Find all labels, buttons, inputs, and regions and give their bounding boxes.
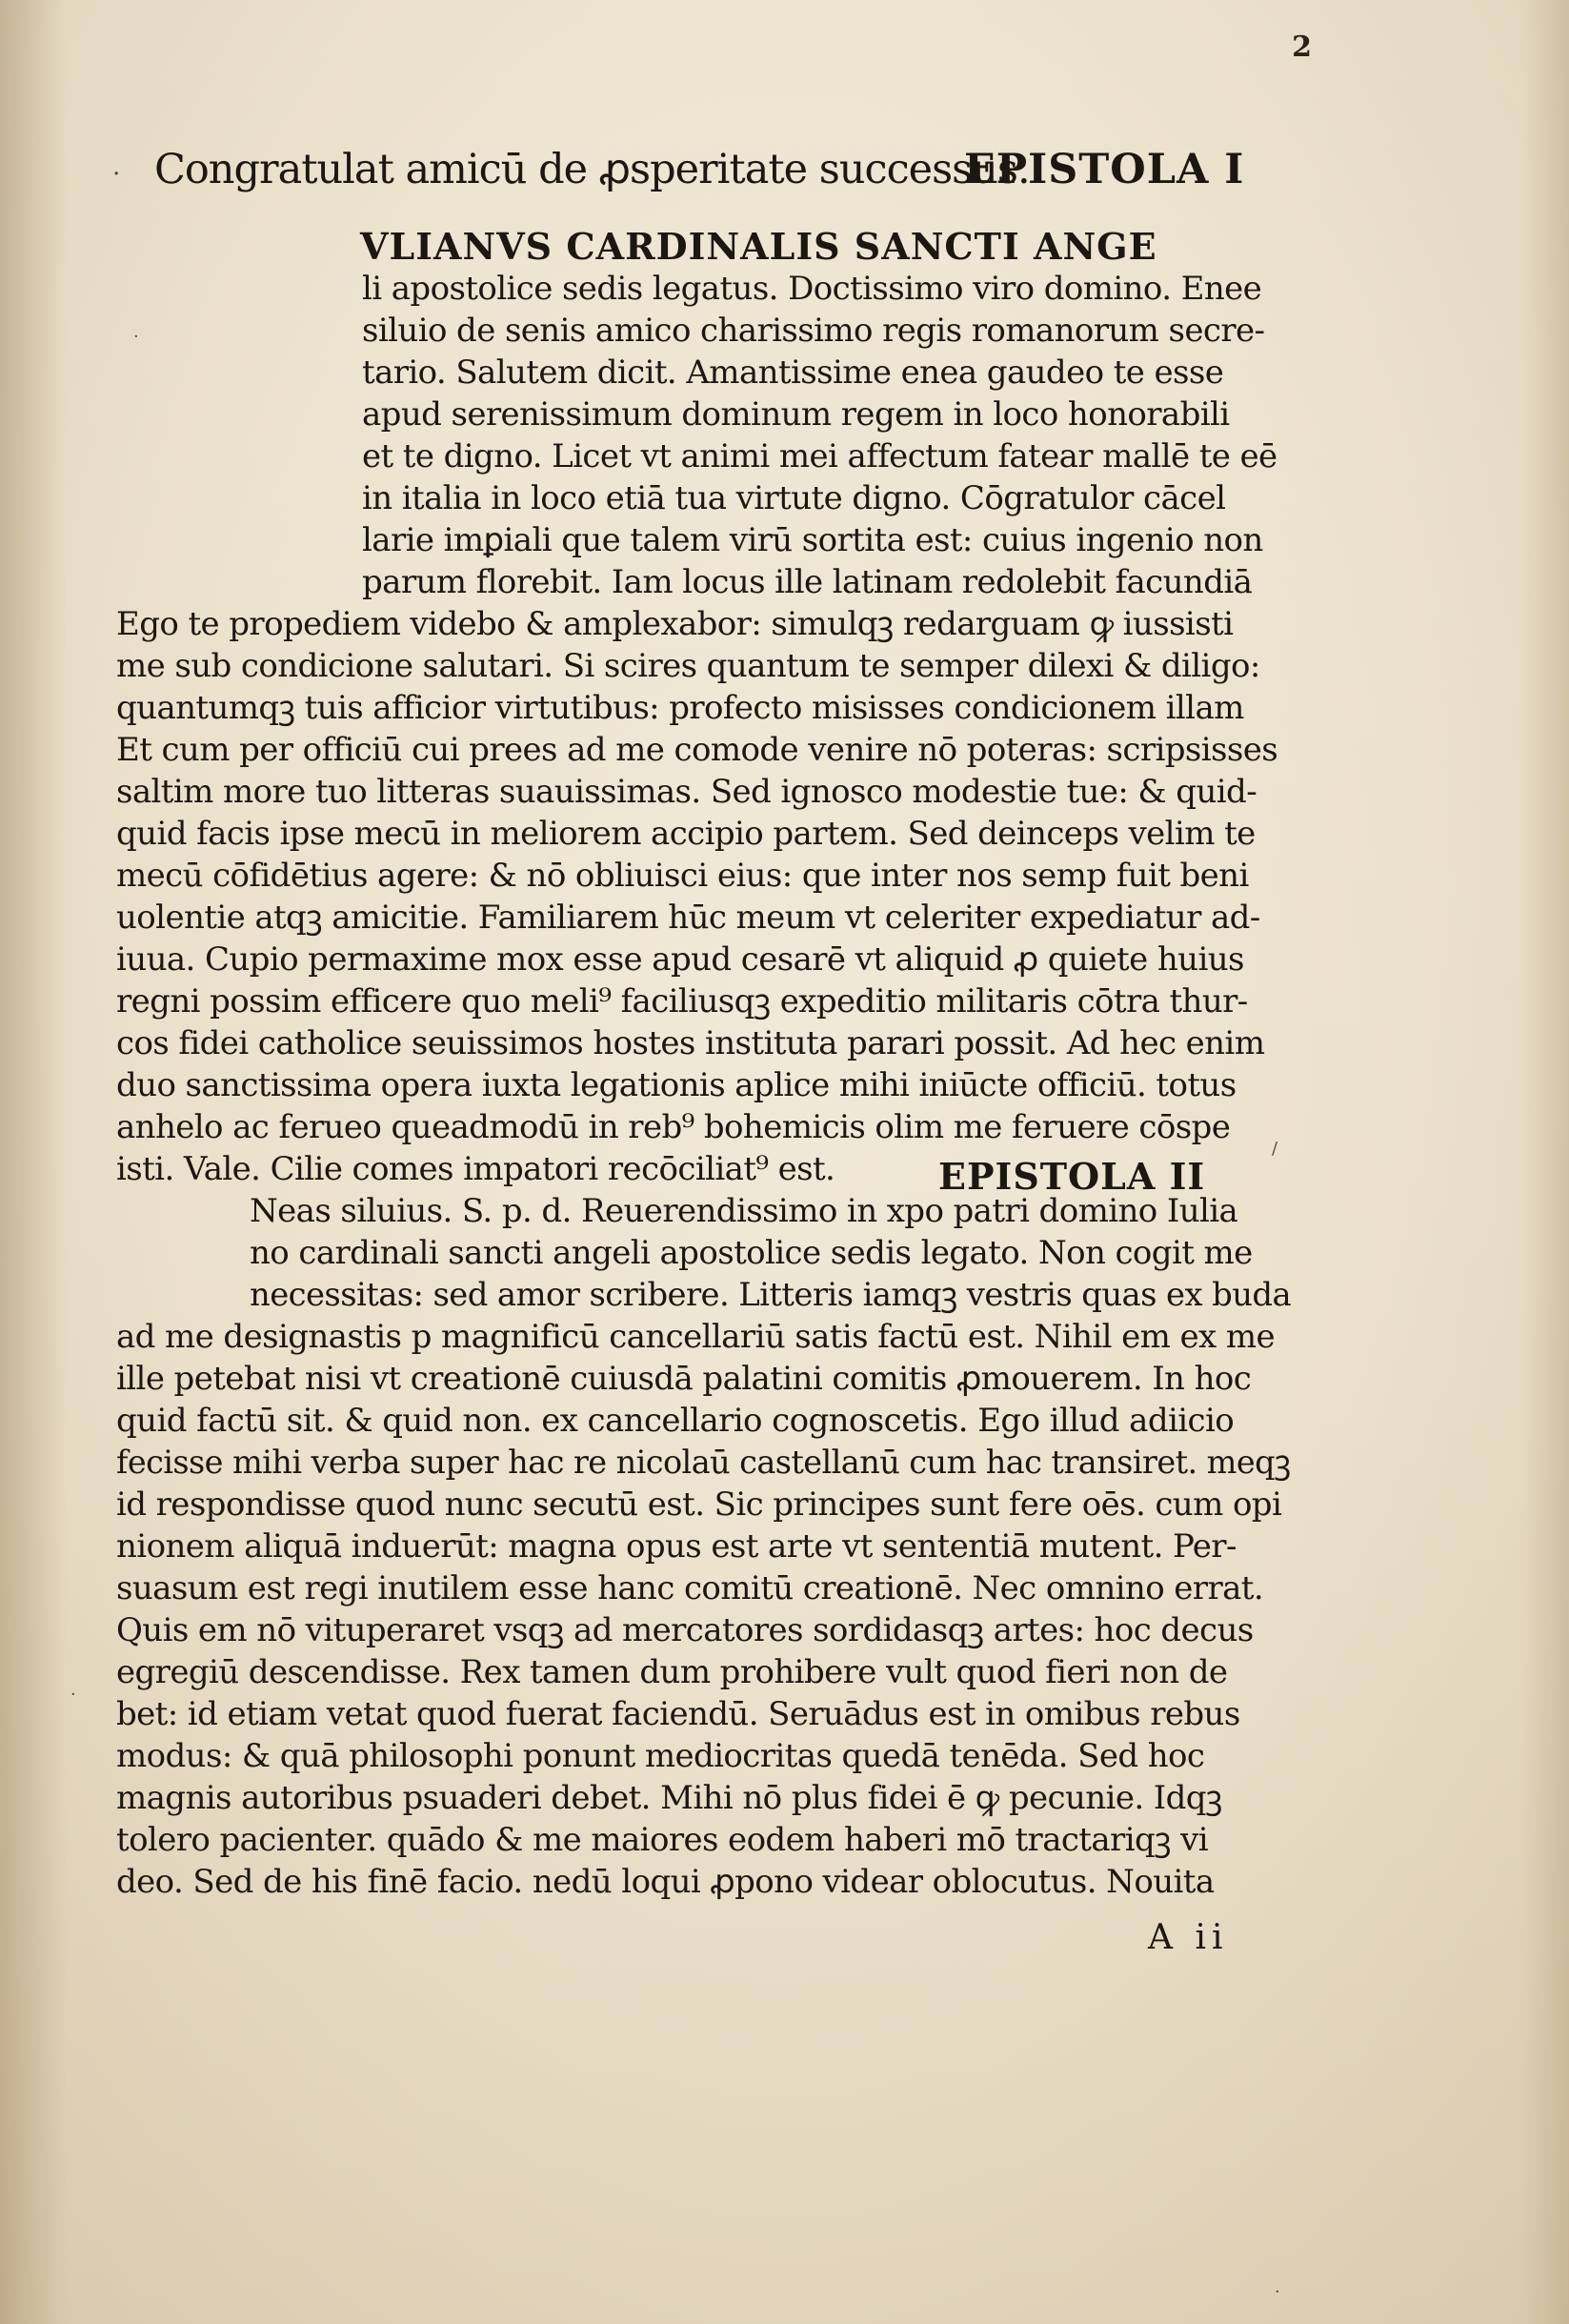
text-line: egregiū descendisse. Rex tamen dum prohibere vult quod fieri non de bbox=[116, 1653, 1228, 1691]
text-line: et te digno. Licet vt animi mei affectum fatear mallē te eē bbox=[362, 437, 1277, 475]
text-line: siluio de senis amico charissimo regis romanorum secre- bbox=[362, 312, 1265, 350]
text-line: nionem aliquā induerūt: magna opus est arte vt sententiā mutent. Per- bbox=[116, 1527, 1237, 1566]
text-line: cos fidei catholice seuissimos hostes instituta parari possit. Ad hec enim bbox=[116, 1024, 1265, 1062]
margin-dot: · bbox=[112, 160, 121, 189]
text-line: fecisse mihi verba super hac re nicolaū castellanū cum hac transiret. meqꝫ bbox=[116, 1444, 1291, 1482]
paper-speck: · bbox=[133, 327, 139, 347]
text-line: parum florebit. Iam locus ille latinam redolebit facundiā bbox=[362, 563, 1253, 601]
text-line: ad me designastis p magnificū cancellariū satis factū est. Nihil em ex me bbox=[116, 1318, 1275, 1356]
text-line: id respondisse quod nunc secutū est. Sic principes sunt fere oēs. cum opi bbox=[116, 1485, 1282, 1524]
text-line: suasum est regi inutilem esse hanc comitū creationē. Nec omnino errat. bbox=[116, 1569, 1264, 1607]
text-line: ille petebat nisi vt creationē cuiusdā palatini comitis ꝓmouerem. In hoc bbox=[116, 1360, 1252, 1398]
folio-mark: 2 bbox=[1292, 30, 1312, 64]
text-line: mecū cōfidētius agere: & nō obliuisci eius: que inter nos semp fuit beni bbox=[116, 857, 1249, 895]
text-line: no cardinali sancti angeli apostolice sedis legato. Non cogit me bbox=[250, 1234, 1253, 1272]
text-line: Neas siluius. S. p. d. Reuerendissimo in xpo patri domino Iulia bbox=[250, 1192, 1238, 1230]
paper-speck: / bbox=[1272, 1139, 1278, 1159]
text-line: bet: id etiam vetat quod fuerat faciendū. Seruādus est in omibus rebus bbox=[116, 1695, 1240, 1733]
running-head bbox=[154, 141, 1297, 198]
text-line: Ego te propediem videbo & amplexabor: simulqꝫ redarguam ꝙ iussisti bbox=[116, 605, 1234, 643]
text-line: Et cum per officiū cui prees ad me comode venire nō poteras: scripsisses bbox=[116, 731, 1278, 769]
text-line: me sub condicione salutari. Si scires quantum te semper dilexi & diligo: bbox=[116, 647, 1260, 685]
signature-mark: A ii bbox=[1148, 1918, 1229, 1957]
text-line: tolero pacienter. quādo & me maiores eodem haberi mō tractariqꝫ vi bbox=[116, 1821, 1208, 1859]
text-line: duo sanctissima opera iuxta legationis aplice mihi iniūcte officiū. totus bbox=[116, 1066, 1237, 1104]
text-line: in italia in loco etiā tua virtute digno. Cōgratulor cācel bbox=[362, 479, 1226, 517]
text-line: apud serenissimum dominum regem in loco honorabili bbox=[362, 395, 1230, 434]
text-line: saltim more tuo litteras suauissimas. Sed ignosco modestie tue: & quid- bbox=[116, 773, 1257, 811]
text-line: deo. Sed de his finē facio. nedū loqui ꝓpono videar oblocutus. Nouita bbox=[116, 1863, 1215, 1901]
text-line: quantumqꝫ tuis afficior virtutibus: profecto misisses condicionem illam bbox=[116, 689, 1244, 727]
letter-summary: Congratulat amicū de ꝓsperitate successus. bbox=[154, 146, 1030, 193]
text-line: uolentie atqꝫ amicitie. Familiarem hūc meum vt celeriter expediatur ad- bbox=[116, 899, 1260, 937]
text-line: quid factū sit. & quid non. ex cancellario cognoscetis. Ego illud adiicio bbox=[116, 1402, 1235, 1440]
text-line: quid facis ipse mecū in meliorem accipio partem. Sed deinceps velim te bbox=[116, 815, 1256, 853]
text-line: necessitas: sed amor scribere. Litteris iamqꝫ vestris quas ex buda bbox=[250, 1276, 1292, 1314]
paper-speck: · bbox=[1275, 2282, 1280, 2302]
text-line: tario. Salutem dicit. Amantissime enea gaudeo te esse bbox=[362, 354, 1224, 392]
text-line: iuua. Cupio permaxime mox esse apud cesarē vt aliquid ꝓ quiete huius bbox=[116, 940, 1244, 979]
epistola-heading: EPISTOLA I bbox=[964, 146, 1245, 193]
text-line: regni possim efficere quo meli⁹ faciliusqꝫ expeditio militaris cōtra thur- bbox=[116, 982, 1248, 1021]
text-line: li apostolice sedis legatus. Doctissimo viro domino. Enee bbox=[362, 270, 1262, 308]
paper-speck: · bbox=[70, 1685, 76, 1705]
text-line: isti. Vale. Cilie comes impatori recōciliat⁹ est. bbox=[116, 1150, 835, 1188]
text-line: modus: & quā philosophi ponunt mediocritas quedā tenēda. Sed hoc bbox=[116, 1737, 1205, 1775]
text-line: VLIANVS CARDINALIS SANCTI ANGE bbox=[360, 225, 1157, 268]
text-line: Quis em nō vituperaret vsqꝫ ad mercatores sordidasqꝫ artes: hoc decus bbox=[116, 1611, 1254, 1649]
text-line: magnis autoribus psuaderi debet. Mihi nō plus fidei ē ꝙ pecunie. Idqꝫ bbox=[116, 1779, 1222, 1817]
text-line: larie imꝑiali que talem virū sortita est: cuius ingenio non bbox=[362, 521, 1263, 559]
text-line: anhelo ac ferueo queadmodū in reb⁹ bohemicis olim me feruere cōspe bbox=[116, 1108, 1231, 1146]
epistola-heading-second: EPISTOLA II bbox=[938, 1155, 1206, 1198]
